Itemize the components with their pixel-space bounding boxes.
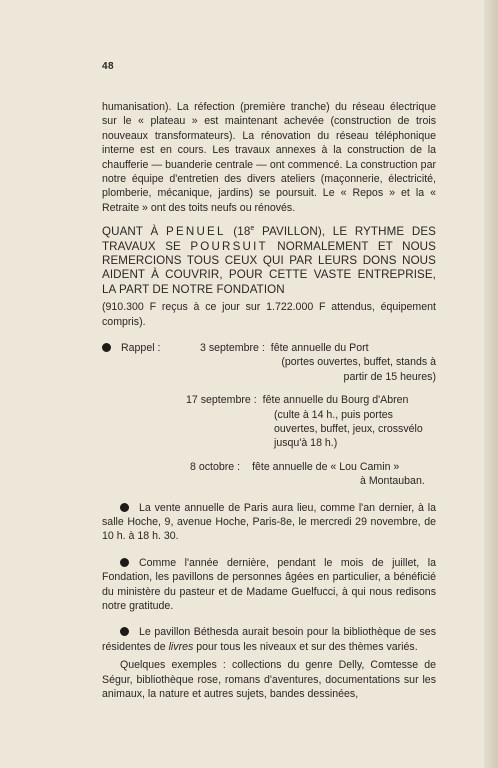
heading-part-4: NORMALEMENT ET NOUS REMERCIONS TOUS CEUX QUI PAR LEURS DONS NOUS AIDENT À COUVRIR, POUR CETTE VASTE ENTREPRISE, LA PART DE NOTRE FONDATION	[102, 239, 436, 296]
heading-part-2: (18	[225, 225, 251, 239]
heading-spaced-poursuit: POURSUIT	[190, 239, 268, 253]
bullet-icon	[120, 503, 129, 512]
bullet-icon	[120, 558, 129, 567]
rappel-section	[102, 341, 436, 489]
event-details: à Montauban.	[360, 475, 425, 488]
event-title: fête annuelle du Port	[270, 341, 369, 354]
heading-spaced-penuel: PENUEL	[166, 225, 226, 239]
italic-livres: livres	[168, 640, 194, 653]
event-title: fête annuelle du Bourg d'Abren	[262, 394, 409, 407]
rappel-lead	[102, 341, 200, 355]
bullet-icon	[120, 627, 129, 636]
rappel-label: Rappel :	[121, 341, 161, 354]
event-title: fête annuelle de « Lou Camin »	[252, 460, 400, 473]
heading-superscript: e	[250, 225, 255, 233]
heading-part-1: QUANT À	[102, 225, 167, 239]
event-details: (portes ouvertes, buffet, stands à partir de 15 heures)	[281, 356, 436, 383]
event-details: (culte à 14 h., puis portes ouvertes, buffet, jeux, crossvélo jusqu'à 18 h.)	[274, 408, 423, 450]
event-date: 17 septembre :	[186, 394, 257, 407]
vente-paragraph: La vente annuelle de Paris aura lieu, comme l'an dernier, à la salle Hoche, 9, avenue Hoche, Paris-8e, le mercredi 29 novembre, de 10 h. à 18 h. 30.	[102, 501, 436, 543]
bullet-icon	[102, 343, 111, 352]
page-body	[102, 100, 436, 701]
event-port	[102, 341, 436, 384]
amount-note: (910.300 F reçus à ce jour sur 1.722.000 F attendus, équipement compris).	[102, 301, 436, 328]
exemples-paragraph: Quelques exemples : collections du genre Delly, Comtesse de Ségur, bibliothèque rose, romans d'aventures, documentations sur les animaux, la nature et autres sujets, bandes dessinées,	[102, 659, 436, 701]
page-number: 48	[102, 61, 115, 72]
penuel-heading	[102, 222, 436, 297]
event-lou-camin	[102, 460, 436, 489]
event-abren	[102, 393, 436, 451]
page-spine-shadow	[484, 0, 498, 768]
intro-paragraph: humanisation). La réfection (première tranche) du réseau électrique sur le « plateau » est maintenant achevée (construction de trois nouveaux transformateurs). La rénovation du réseau téléphonique interne est en cours. Les travaux annexes à la construction de la chaufferie — buanderie centrale — ont commencé. La construction par notre équipe d'entretien des divers ateliers (maçonnerie, électricité, plomberie, mécanique, jardins) se poursuit. Le « Repos » et la « Retraite » ont des toits neufs ou rénovés.	[102, 101, 436, 214]
bethesda-paragraph: Le pavillon Béthesda aurait besoin pour la bibliothèque de ses résidentes de livres pour tous les niveaux et sur des thèmes variés.	[102, 626, 436, 653]
heading-part-3: PAVILLON), LE RYTHME DES TRAVAUX SE	[102, 225, 436, 253]
event-date: 3 septembre :	[200, 341, 265, 354]
juillet-paragraph: Comme l'année dernière, pendant le mois de juillet, la Fondation, les pavillons de personnes âgées en particulier, a bénéficié du ministère du pasteur et de Madame Guelfucci, à qui nous redisons notre gratitude.	[102, 556, 436, 613]
event-date: 8 octobre :	[190, 460, 241, 473]
